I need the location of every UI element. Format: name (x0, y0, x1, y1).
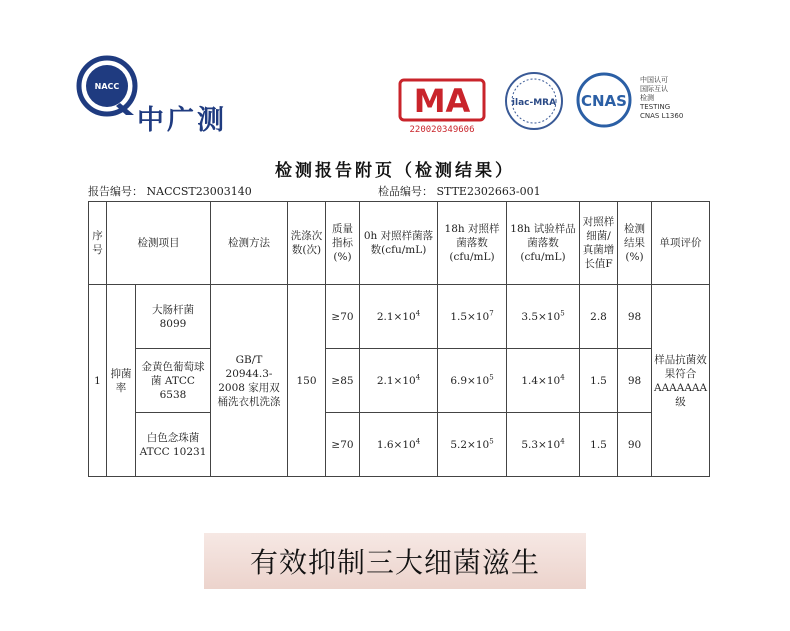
ma-letters: MA (413, 82, 471, 120)
category-cell: 抑菌率 (107, 285, 136, 477)
h0-value: 1.6×10 (376, 438, 416, 451)
h0-value: 2.1×10 (376, 374, 416, 387)
header-seq: 序号 (89, 202, 107, 285)
header-wash: 洗涤次数(次) (288, 202, 326, 285)
table-row (89, 349, 710, 413)
growth-cell: 1.5 (580, 413, 618, 477)
report-title: 检测报告附页（检测结果） (275, 161, 515, 181)
cnas-side-line: 中国认可 (640, 76, 668, 84)
growth-cell: 1.5 (580, 349, 618, 413)
h0-exponent: 4 (415, 437, 421, 445)
h18c-value: 6.9×10 (450, 374, 490, 387)
report-number: 报告编号： NACCST23003140 (88, 185, 252, 198)
h18t-value: 5.3×10 (521, 438, 561, 451)
cnas-side-line: TESTING (640, 103, 671, 111)
ma-number: 220020349606 (409, 125, 475, 135)
table-row (89, 285, 710, 349)
nacc-circle-text: NACC (94, 82, 120, 91)
table-header-row (89, 202, 710, 285)
h18c-value: 5.2×10 (450, 438, 490, 451)
evaluation-cell: 样品抗菌效果符合AAAAAAA级 (652, 285, 710, 477)
wash-cell: 150 (288, 285, 326, 477)
table-row (89, 413, 710, 477)
h18t-exponent: 4 (560, 437, 565, 445)
seq-cell: 1 (89, 285, 107, 477)
h18t-exponent: 4 (560, 373, 565, 381)
header-item: 检测项目 (107, 202, 211, 285)
cnas-accreditation-text (640, 76, 683, 121)
h18t-exponent: 5 (560, 309, 565, 317)
quality-cell: ≥85 (326, 349, 360, 413)
ma-logo (396, 74, 488, 136)
h18t-value: 1.4×10 (521, 374, 561, 387)
header-18h-test: 18h 试验样品菌落数(cfu/mL) (507, 202, 580, 285)
result-cell: 98 (618, 285, 652, 349)
h18c-exponent: 5 (489, 437, 494, 445)
cnas-logo (572, 72, 636, 128)
results-table (88, 201, 710, 477)
banner-text: 有效抑制三大细菌滋生 (249, 546, 540, 579)
header-result: 检测结果(%) (618, 202, 652, 285)
h18c-exponent: 7 (489, 309, 494, 317)
ilac-mra-logo (502, 70, 566, 132)
header-growth: 对照样细菌/真菌增长值F (580, 202, 618, 285)
h18c-cell (438, 349, 507, 413)
bacteria-name: 大肠杆菌 8099 (136, 285, 211, 349)
header-evaluation: 单项评价 (652, 202, 710, 285)
h18c-value: 1.5×10 (450, 310, 490, 323)
bacteria-name: 白色念珠菌 ATCC 10231 (136, 413, 211, 477)
nacc-logo (76, 55, 138, 117)
h0-cell (360, 285, 438, 349)
h18t-cell (507, 413, 580, 477)
h18c-cell (438, 413, 507, 477)
result-cell: 90 (618, 413, 652, 477)
cnas-side-line: 国际互认 (640, 85, 668, 93)
ilac-text: ilac-MRA (511, 98, 557, 108)
h18t-cell (507, 349, 580, 413)
quality-cell: ≥70 (326, 285, 360, 349)
h18c-exponent: 5 (489, 373, 494, 381)
h0-value: 2.1×10 (376, 310, 416, 323)
sample-number: 检品编号： STTE2302663-001 (378, 185, 541, 198)
h0-cell (360, 413, 438, 477)
h18t-value: 3.5×10 (521, 310, 561, 323)
header-method: 检测方法 (211, 202, 288, 285)
nacc-brand-name: 中广测 (137, 105, 227, 136)
header-0h-control: 0h 对照样菌落数(cfu/mL) (360, 202, 438, 285)
header-quality: 质量指标(%) (326, 202, 360, 285)
h18t-cell (507, 285, 580, 349)
growth-cell: 2.8 (580, 285, 618, 349)
h18c-cell (438, 285, 507, 349)
promo-banner (204, 533, 586, 589)
h0-exponent: 4 (415, 309, 421, 317)
bacteria-name: 金黄色葡萄球菌 ATCC 6538 (136, 349, 211, 413)
cnas-side-line: CNAS L1360 (640, 112, 684, 120)
method-cell: GB/T 20944.3-2008 家用双桶洗衣机洗涤 (211, 285, 288, 477)
cnas-text: CNAS (581, 92, 627, 110)
h0-cell (360, 349, 438, 413)
quality-cell: ≥70 (326, 413, 360, 477)
result-cell: 98 (618, 349, 652, 413)
header-18h-control: 18h 对照样菌落数(cfu/mL) (438, 202, 507, 285)
cnas-side-line: 检测 (640, 94, 654, 102)
h0-exponent: 4 (415, 373, 421, 381)
